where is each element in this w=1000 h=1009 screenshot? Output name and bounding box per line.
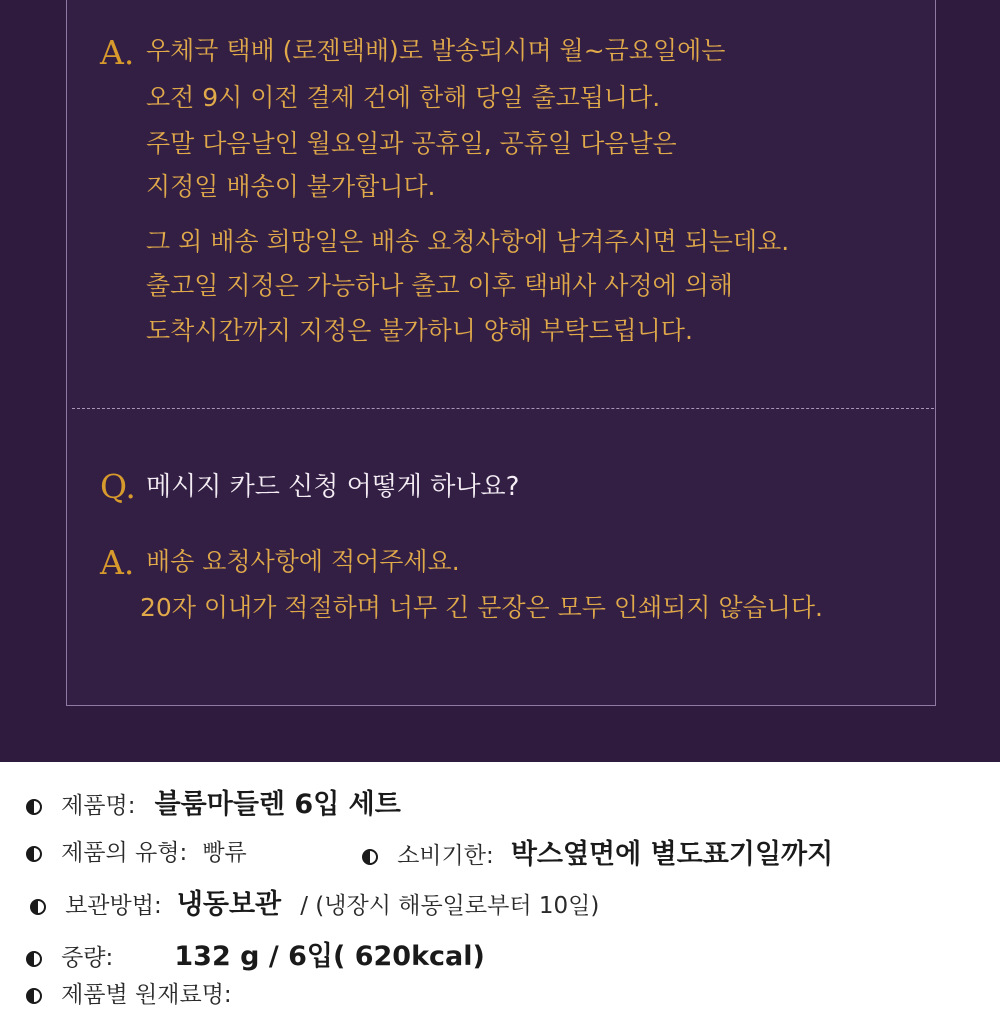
ingredients-row: [26, 976, 232, 1009]
half-circle-icon: [30, 899, 46, 915]
expiry-row: [362, 832, 833, 871]
answer-letter: A.: [100, 543, 135, 582]
half-circle-icon: [26, 799, 42, 815]
product-name-row: [26, 782, 401, 821]
question-text: 메시지 카드 신청 어떻게 하나요?: [146, 472, 520, 502]
weight-value: 132 g / 6입( 620kcal): [174, 941, 485, 972]
expiry-label: 소비기한:: [397, 843, 494, 869]
answer-line: 오전 9시 이전 결제 건에 한해 당일 출고됩니다.: [146, 83, 661, 112]
product-info-section: [0, 762, 1000, 1008]
answer-line: 우체국 택배 (로젠택배)로 발송되시며 월~금요일에는: [146, 36, 726, 65]
product-type-label: 제품의 유형:: [61, 840, 188, 866]
answer-line: 출고일 지정은 가능하나 출고 이후 택배사 사정에 의해: [146, 271, 733, 300]
answer-line: 도착시간까지 지정은 불가하니 양해 부탁드립니다.: [146, 316, 693, 345]
answer-line: 배송 요청사항에 적어주세요.: [146, 547, 460, 576]
product-type-value: 빵류: [202, 840, 247, 866]
half-circle-icon: [26, 846, 42, 862]
answer-letter: A.: [100, 33, 135, 72]
storage-note: / (냉장시 해동일로부터 10일): [300, 893, 600, 919]
answer-line: 20자 이내가 적절하며 너무 긴 문장은 모두 인쇄되지 않습니다.: [140, 593, 823, 622]
weight-row: [26, 934, 485, 973]
product-type-row: [26, 834, 247, 867]
question-letter: Q.: [100, 467, 136, 506]
answer-line: 지정일 배송이 불가합니다.: [146, 172, 436, 201]
half-circle-icon: [26, 988, 42, 1004]
dashed-divider: [72, 408, 934, 409]
product-name-value: 블룸마들렌 6입 세트: [154, 789, 401, 820]
ingredients-label: 제품별 원재료명:: [61, 982, 232, 1008]
storage-label: 보관방법:: [65, 893, 162, 919]
weight-label: 중량:: [61, 945, 114, 971]
answer-line: 주말 다음날인 월요일과 공휴일, 공휴일 다음날은: [146, 129, 677, 158]
answer-line: 그 외 배송 희망일은 배송 요청사항에 남겨주시면 되는데요.: [146, 227, 790, 256]
storage-value: 냉동보관: [176, 889, 282, 920]
product-name-label: 제품명:: [61, 793, 136, 819]
expiry-value: 박스옆면에 별도표기일까지: [510, 839, 834, 870]
storage-row: [30, 882, 599, 921]
half-circle-icon: [26, 951, 42, 967]
half-circle-icon: [362, 849, 378, 865]
